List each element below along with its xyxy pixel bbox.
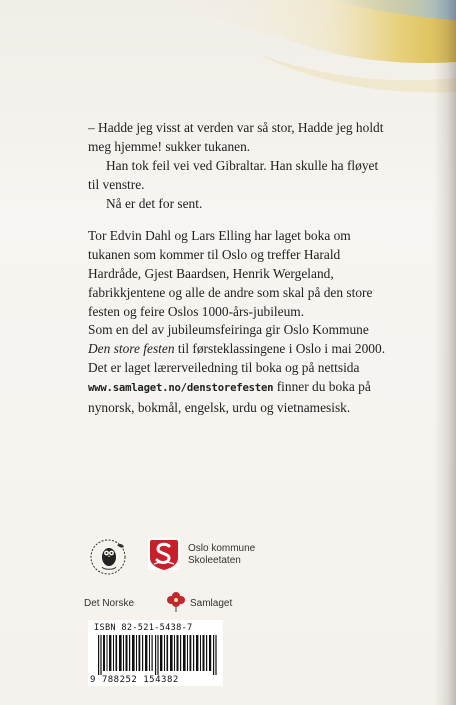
program-text-3: finner du boka på nynorsk, bokmål, engelsk, urdu og vietnamesisk.: [88, 379, 371, 415]
ean-digits: 9 788252 154382: [90, 675, 179, 685]
spine-edge: [434, 0, 456, 705]
isbn-number: ISBN 82-521-5438-7: [94, 623, 193, 633]
publisher-name-left: Det Norske: [84, 598, 135, 609]
description-paragraph: Tor Edvin Dahl og Lars Elling har laget boka om tukanen som kommer til Oslo og treffer Harald Hardråde, Gjest Baardsen, Henrik Wergeland, fabrikkjentene og alle de andre som skal på den store festen og feire Oslos 1000-års-jubileum.: [88, 228, 373, 319]
oslo-kommune-mark-icon: [148, 538, 180, 570]
oslo-kommune-line2: Skoleetaten: [188, 555, 241, 566]
poem-line-2: Han tok feil vei ved Gibraltar. Han skulle ha fløyet til venstre.: [88, 158, 379, 192]
jubilee-owl-logo-icon: [86, 533, 132, 579]
oslo-kommune-text: [188, 543, 308, 567]
program-info: [88, 320, 388, 417]
program-paragraph: [88, 320, 388, 417]
program-text-2: til førsteklassingene i Oslo i mai 2000. Det er laget lærerveiledning til boka og på nettsida: [88, 341, 386, 375]
barcode-bars: [98, 635, 218, 675]
publisher-name-right: Samlaget: [190, 598, 233, 609]
website-url: www.samlaget.no/denstorefesten: [88, 382, 274, 394]
poem-excerpt: [88, 118, 388, 213]
publisher-logo: [84, 586, 234, 620]
book-description: [88, 226, 388, 321]
book-title-italic: Den store festen: [88, 341, 175, 356]
program-text-1: Som en del av jubileumsfeiringa gir Oslo Kommune: [88, 322, 369, 337]
oslo-kommune-line1: Oslo kommune: [188, 543, 256, 554]
poem-line-1: – Hadde jeg visst at verden var så stor, Hadde jeg holdt meg hjemme! sukker tukanen.: [88, 120, 384, 154]
isbn-barcode: [88, 620, 223, 686]
samlaget-rose-icon: [164, 588, 188, 612]
poem-line-3: Nå er det for sent.: [106, 196, 203, 211]
